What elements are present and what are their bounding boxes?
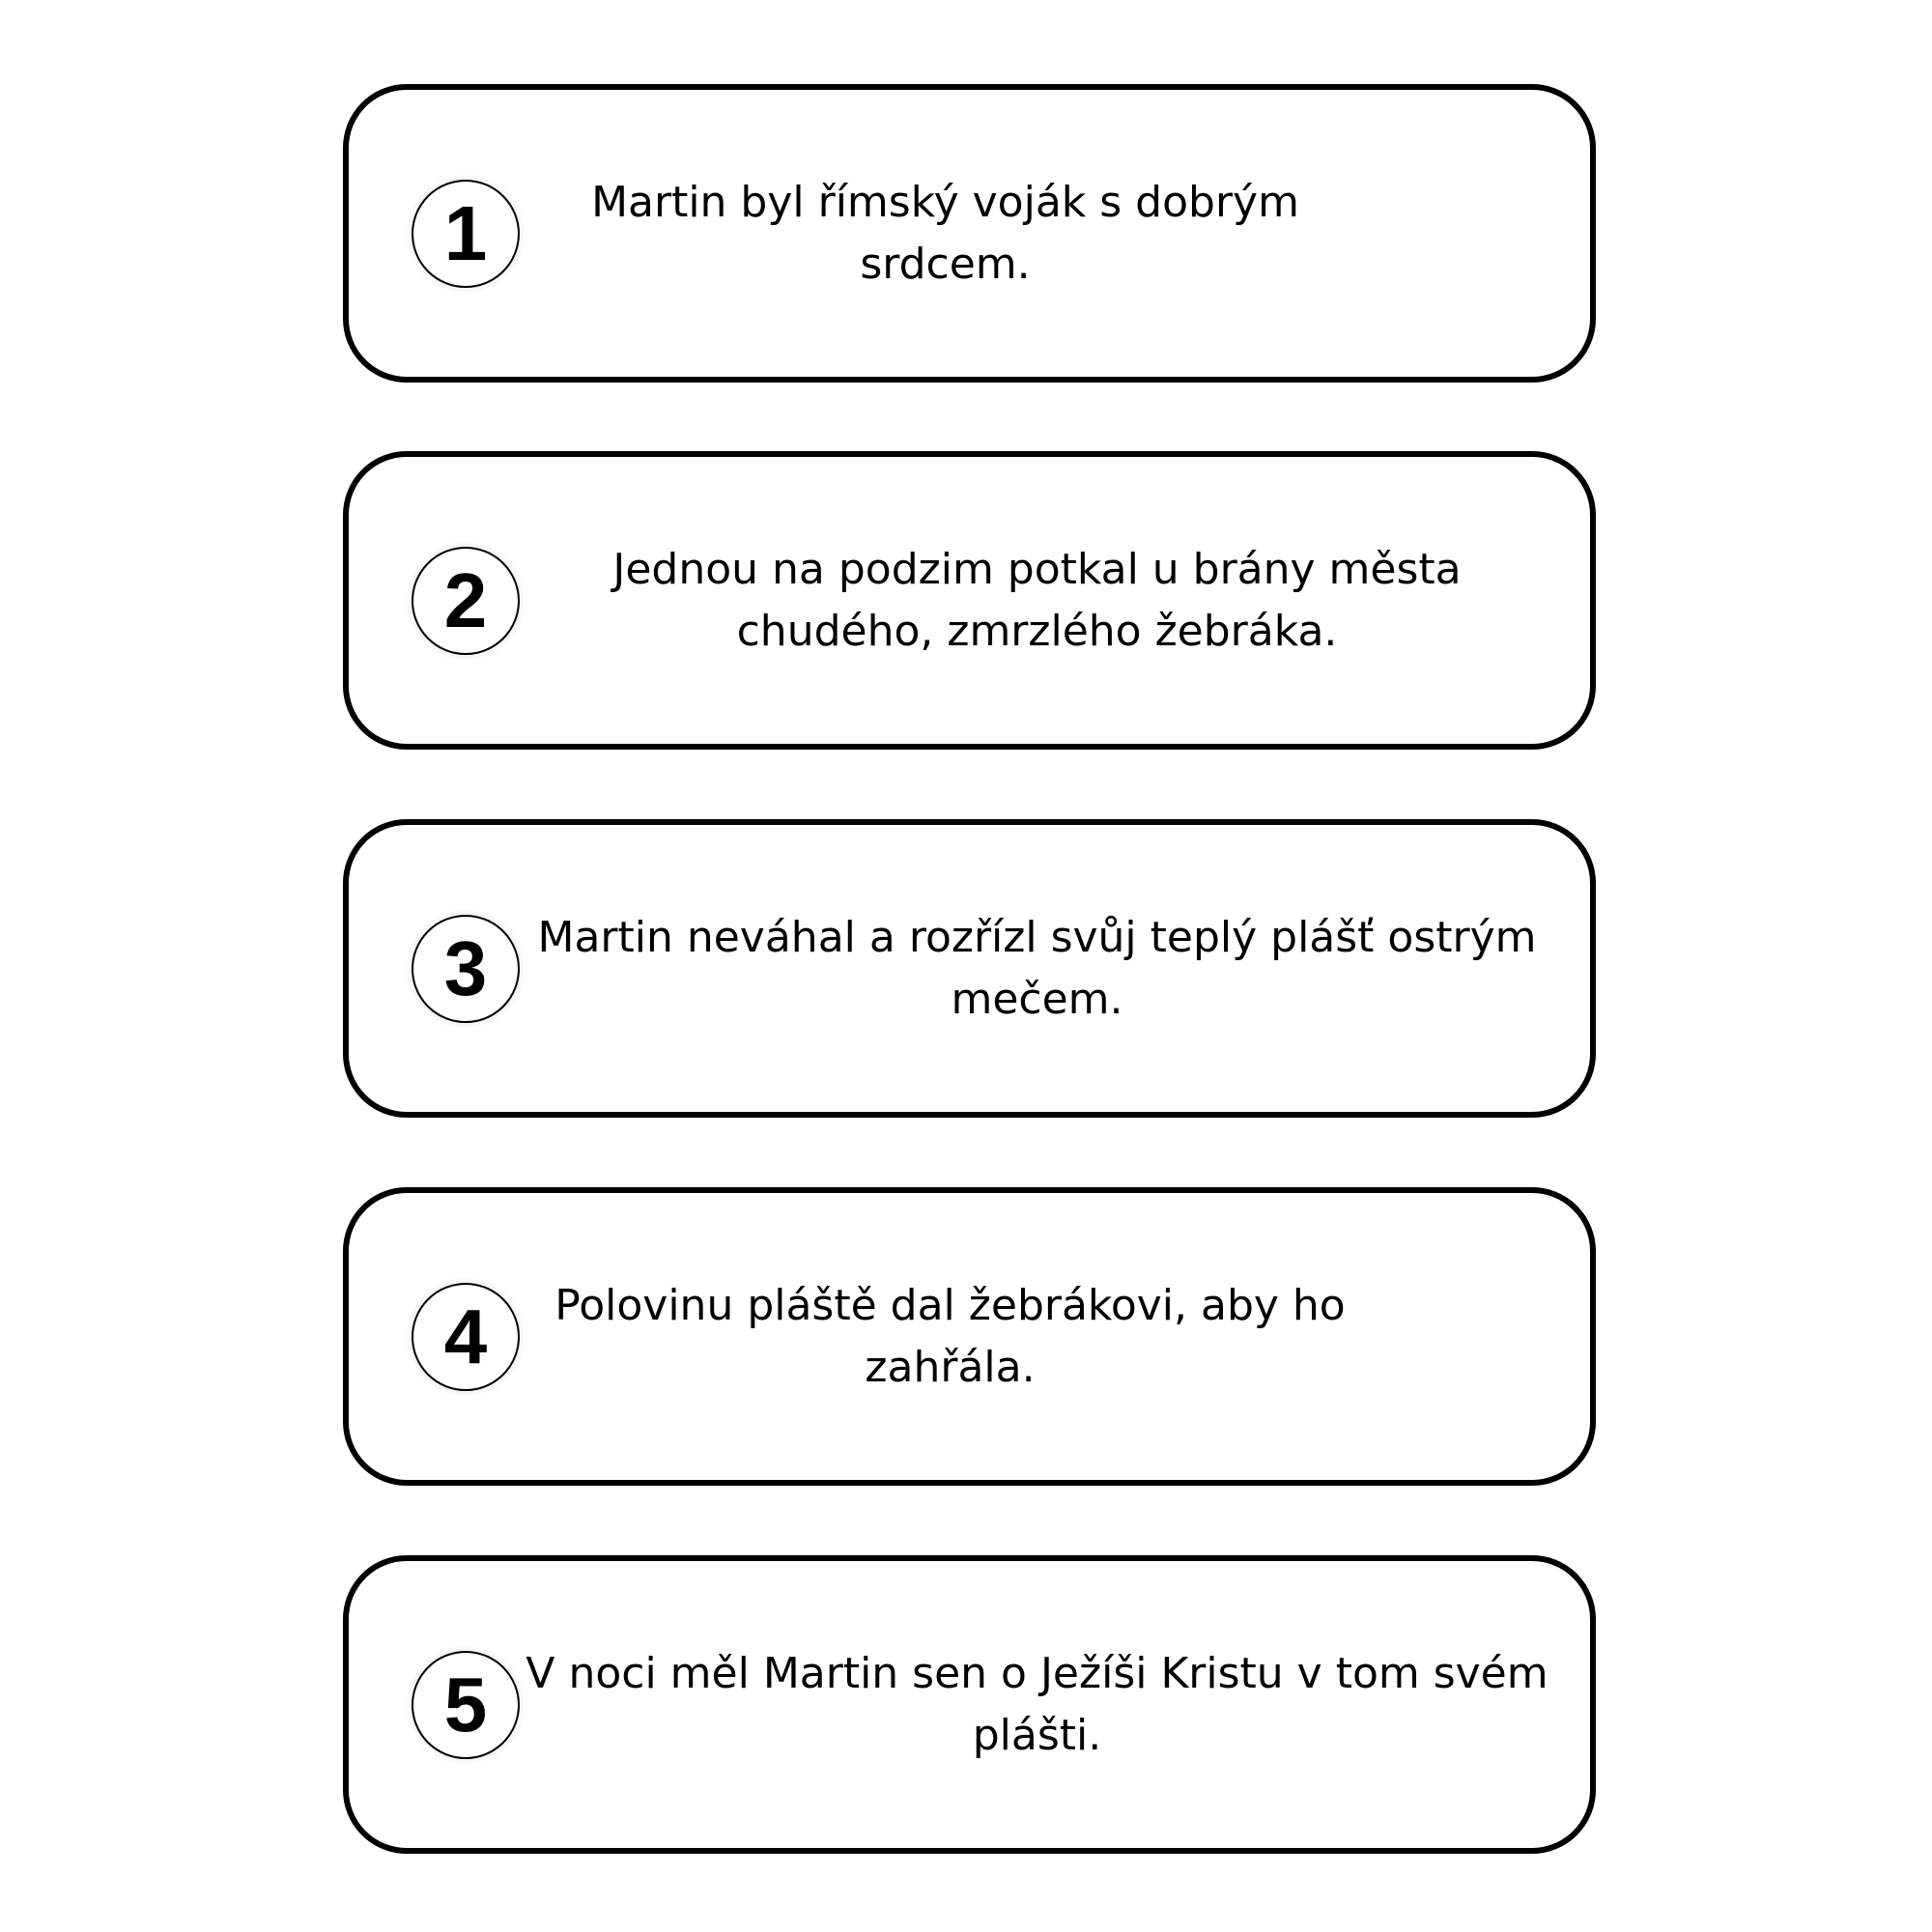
story-card-1 — [343, 84, 1596, 383]
step-number-badge: 4 — [412, 1283, 520, 1391]
step-text: Polovinu pláště dal žebrákovi, aby ho zahřála. — [554, 1280, 1346, 1392]
step-text: Martin neváhal a rozřízl svůj teplý plášť ostrým mečem. — [537, 912, 1537, 1024]
step-text: V noci měl Martin sen o Ježíši Kristu v tom svém plášti. — [526, 1648, 1548, 1760]
step-number-badge: 3 — [412, 915, 520, 1023]
step-text: Jednou na podzim potkal u brány města chudého, zmrzlého žebráka. — [612, 544, 1462, 656]
story-card-2 — [343, 451, 1596, 750]
story-card-4 — [343, 1187, 1596, 1486]
story-card-3 — [343, 819, 1596, 1118]
step-text: Martin byl římský voják s dobrým srdcem. — [591, 177, 1299, 289]
step-number-badge: 2 — [412, 547, 520, 655]
step-number-badge: 5 — [412, 1651, 520, 1759]
step-number-badge: 1 — [412, 180, 520, 288]
story-card-5 — [343, 1555, 1596, 1854]
